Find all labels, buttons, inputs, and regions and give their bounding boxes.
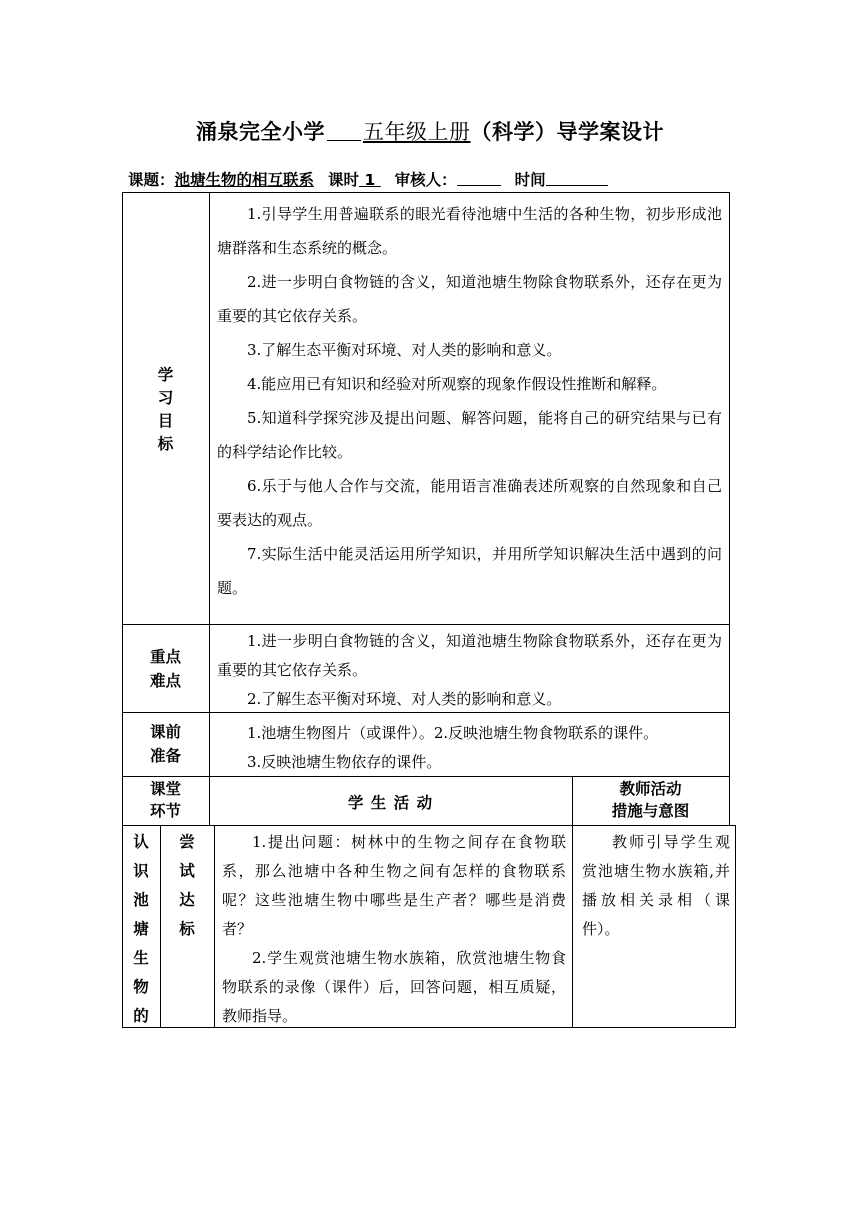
objective-item: 7.实际生活中能灵活运用所学知识，并用所学知识解决生活中遇到的问题。 [217,545,722,597]
topic-value: 池塘生物的相互联系 [174,171,315,189]
key-points-list [217,627,722,714]
objective-item: 3.了解生态平衡对环境、对人类的影响和意义。 [247,341,562,359]
teacher-activity [582,828,730,944]
preparation-list [217,719,727,777]
section-sub-label: 尝 试 达 标 [179,833,195,938]
key-points-label: 重点 难点 [149,648,181,690]
preparation-label: 课前 准备 [149,723,181,765]
teacher-column-header: 教师活动 措施与意图 [611,780,690,820]
title-blank [327,122,361,141]
reviewer-label: 审核人： [394,171,457,189]
teacher-activity-text: 教师引导学生观赏池塘生物水族箱,并播放相关录相（课件）。 [582,833,730,938]
section-stage-label: 认 识 池 塘 生 物 的 [133,833,149,1025]
objectives-label: 学 习 目 标 [157,366,174,453]
topic-label: 课题： [128,171,175,189]
grade-name: 五年级上册 [363,120,471,144]
objective-item: 1.引导学生用普遍联系的眼光看待池塘中生活的各种生物，初步形成池塘群落和生态系统的概念。 [217,205,722,257]
student-column-header: 学 生 活 动 [347,794,434,812]
key-point-item: 1.进一步明白食物链的含义，知道池塘生物除食物联系外，还存在更为重要的其它依存关系。 [217,632,722,679]
stage-column-header: 课堂 环节 [149,780,181,820]
key-point-item: 2.了解生态平衡对环境、对人类的影响和意义。 [247,690,562,708]
subject-title: （科学）导学案设计 [470,119,664,144]
lesson-meta [128,168,608,190]
objective-item: 5.知道科学探究涉及提出问题、解答问题，能将自己的研究结果与已有的科学结论作比较。 [217,409,722,461]
school-name: 涌泉完全小学 [196,119,325,144]
time-blank [546,171,608,186]
page-title [0,116,860,146]
objectives-list [217,197,722,605]
student-activity [222,828,566,1031]
preparation-item: 1.池塘生物图片（或课件）。2.反映池塘生物食物联系的课件。 [247,724,659,742]
reviewer-blank [457,171,501,186]
lesson-value: 1 [364,171,376,189]
student-activity-item: 1.提出问题：树林中的生物之间存在食物联系，那么池塘中各种生物之间有怎样的食物联系呢？这些池塘生物中哪些是生产者？哪些是消费者？ [222,833,566,938]
objective-item: 2.进一步明白食物链的含义，知道池塘生物除食物联系外，还存在更为重要的其它依存关系。 [217,273,722,325]
lesson-label: 课时 [328,171,360,189]
time-label: 时间 [514,171,546,189]
objective-item: 6.乐于与他人合作与交流，能用语言准确表述所观察的自然现象和自己要表达的观点。 [217,477,722,529]
preparation-item: 3.反映池塘生物依存的课件。 [247,753,442,771]
objective-item: 4.能应用已有知识和经验对所观察的现象作假设性推断和解释。 [247,375,667,393]
student-activity-item: 2.学生观赏池塘生物水族箱，欣赏池塘生物食物联系的录像（课件）后，回答问题，相互质疑，教师指导。 [222,949,566,1025]
